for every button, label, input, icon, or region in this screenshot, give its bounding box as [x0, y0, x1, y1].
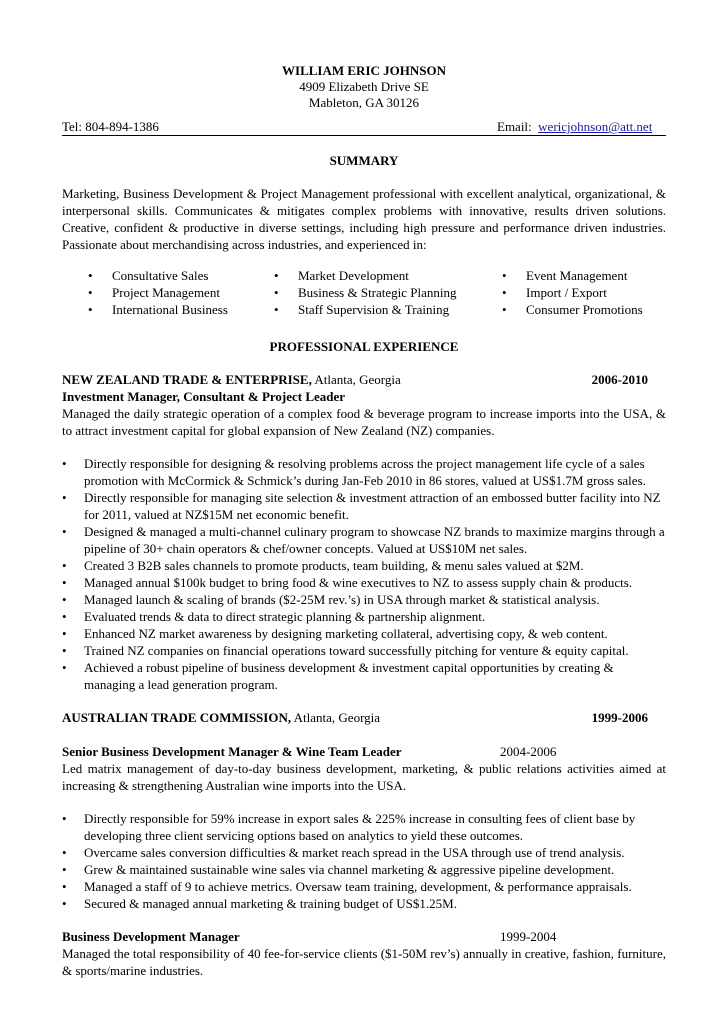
job-description: Managed the daily strategic operation of a complex food & beverage program to increase imports into the USA, & to attract investment capital for global expansion of New Zealand (NZ) companies.	[62, 406, 666, 438]
address-line-2: Mableton, GA 30126	[308, 95, 420, 110]
bullet-icon: •	[62, 609, 67, 624]
list-item: • Grew & maintained sustainable wine sales via channel marketing & aggressive pipeline development.	[62, 862, 615, 877]
list-item: • Managed a staff of 9 to achieve metrics. Oversaw team training, development, & performance appraisals.	[62, 879, 632, 894]
skills-column-1	[88, 267, 228, 318]
skill-item: • Import / Export	[502, 285, 607, 300]
bullet-icon: •	[88, 302, 93, 317]
list-item: • Overcame sales conversion difficulties & market reach spread in the USA through use of trend analysis.	[62, 845, 625, 860]
bullet-icon: •	[62, 524, 67, 539]
resume-page	[62, 62, 666, 979]
summary-text: Marketing, Business Development & Project Management professional with excellent analytical, organizational, & interpersonal skills. Communicates & mitigates complex problems with innovative, results driven solutions. Creative, confident & productive in diverse settings, including high pressure and performance driven industries. Passionate about merchandising across industries, and experienced in:	[62, 186, 666, 252]
skills-column-3	[502, 267, 643, 318]
skill-item: • Market Development	[274, 268, 409, 283]
bullet-icon: •	[274, 285, 279, 300]
job-org: NEW ZEALAND TRADE & ENTERPRISE, Atlanta, Georgia	[62, 372, 401, 387]
job-dates: 1999-2006	[591, 710, 648, 725]
list-item: • Achieved a robust pipeline of business development & investment capital opportunities by creating & managing a lead generation program.	[62, 660, 614, 692]
bullet-icon: •	[62, 592, 67, 607]
job-header-nzte	[62, 371, 666, 388]
skill-item: • Business & Strategic Planning	[274, 285, 457, 300]
summary-title: SUMMARY	[329, 153, 399, 168]
bullet-icon: •	[62, 879, 67, 894]
bullet-icon: •	[62, 811, 67, 826]
experience-title: PROFESSIONAL EXPERIENCE	[269, 339, 459, 354]
job-role: Senior Business Development Manager & Wine Team Leader	[62, 744, 402, 759]
bullet-icon: •	[274, 302, 279, 317]
bullet-icon: •	[274, 268, 279, 283]
bullet-icon: •	[62, 643, 67, 658]
job-description: Led matrix management of day-to-day business development, marketing, & public relations activities aimed at increasing & strengthening Australian wine imports into the USA.	[62, 761, 666, 793]
skill-item: • Consultative Sales	[88, 268, 209, 283]
skill-item: • Staff Supervision & Training	[274, 302, 450, 317]
job-role: Business Development Manager	[62, 929, 240, 944]
bullet-icon: •	[88, 285, 93, 300]
bullet-icon: •	[62, 896, 67, 911]
job-org: AUSTRALIAN TRADE COMMISSION, Atlanta, Georgia	[62, 710, 381, 725]
job-description: Managed the total responsibility of 40 fee-for-service clients ($1-50M rev’s) annually in creative, fashion, furniture, & sports/marine industries.	[62, 946, 666, 978]
skill-item: • Event Management	[502, 268, 628, 283]
skills-list	[62, 267, 666, 319]
list-item: • Managed annual $100k budget to bring food & wine executives to NZ to assess supply chain & products.	[62, 575, 633, 590]
skill-item: • International Business	[88, 302, 228, 317]
job-header-austrade	[62, 709, 666, 726]
job-achievements-austrade	[62, 810, 666, 912]
list-item: • Secured & managed annual marketing & training budget of US$1.25M.	[62, 896, 457, 911]
contact-row	[62, 118, 666, 136]
bullet-icon: •	[88, 268, 93, 283]
role-dates: 2004-2006	[500, 744, 557, 759]
job-achievements-nzte	[62, 455, 666, 693]
bullet-icon: •	[62, 558, 67, 573]
job-dates: 2006-2010	[591, 372, 648, 387]
list-item: • Trained NZ companies on financial operations toward successfully pitching for venture & equity capital.	[62, 643, 629, 658]
job-role: Investment Manager, Consultant & Project Leader	[62, 389, 346, 404]
bullet-icon: •	[502, 268, 507, 283]
email-block	[497, 118, 652, 135]
bullet-icon: •	[62, 862, 67, 877]
address-line-1: 4909 Elizabeth Drive SE	[299, 79, 429, 94]
bullet-icon: •	[62, 490, 67, 505]
bullet-icon: •	[62, 626, 67, 641]
list-item: • Designed & managed a multi-channel culinary program to showcase NZ brands to maximize margins through a pipeline of 30+ chain operators & chef/owner concepts. Valued at US$10M net sales.	[62, 524, 665, 556]
list-item: • Directly responsible for managing site selection & investment attraction of an embossed butter facility into NZ for 2011, valued at NZ$15M net economic benefit.	[62, 490, 661, 522]
list-item: • Enhanced NZ market awareness by designing marketing collateral, advertising copy, & web content.	[62, 626, 608, 641]
bullet-icon: •	[62, 456, 67, 471]
email-link[interactable]: wericjohnson@att.net	[538, 119, 653, 134]
role-dates: 1999-2004	[500, 929, 557, 944]
email-label: Email:	[497, 119, 532, 134]
telephone: Tel: 804-894-1386	[62, 119, 159, 134]
bullet-icon: •	[502, 302, 507, 317]
list-item: • Evaluated trends & data to direct strategic planning & partnership alignment.	[62, 609, 486, 624]
role-row-bdm	[62, 928, 666, 945]
list-item: • Directly responsible for 59% increase in export sales & 225% increase in consulting fees of client base by developing three client servicing options based on analytics to yield these outcomes.	[62, 811, 636, 843]
bullet-icon: •	[62, 845, 67, 860]
list-item: • Directly responsible for designing & resolving problems across the project management life cycle of a sales promotion with McCormick & Schmick’s during Jan-Feb 2010 in 86 stores, valued at US$1.7M gross sales.	[62, 456, 646, 488]
skill-item: • Consumer Promotions	[502, 302, 643, 317]
bullet-icon: •	[62, 575, 67, 590]
skill-item: • Project Management	[88, 285, 220, 300]
list-item: • Managed launch & scaling of brands ($2-25M rev.’s) in USA through market & statistical analysis.	[62, 592, 600, 607]
skills-column-2	[274, 267, 457, 318]
list-item: • Created 3 B2B sales channels to promote products, team building, & menu sales valued at $2M.	[62, 558, 584, 573]
resume-name: WILLIAM ERIC JOHNSON	[282, 63, 446, 78]
bullet-icon: •	[502, 285, 507, 300]
role-row-senior	[62, 743, 666, 760]
bullet-icon: •	[62, 660, 67, 675]
